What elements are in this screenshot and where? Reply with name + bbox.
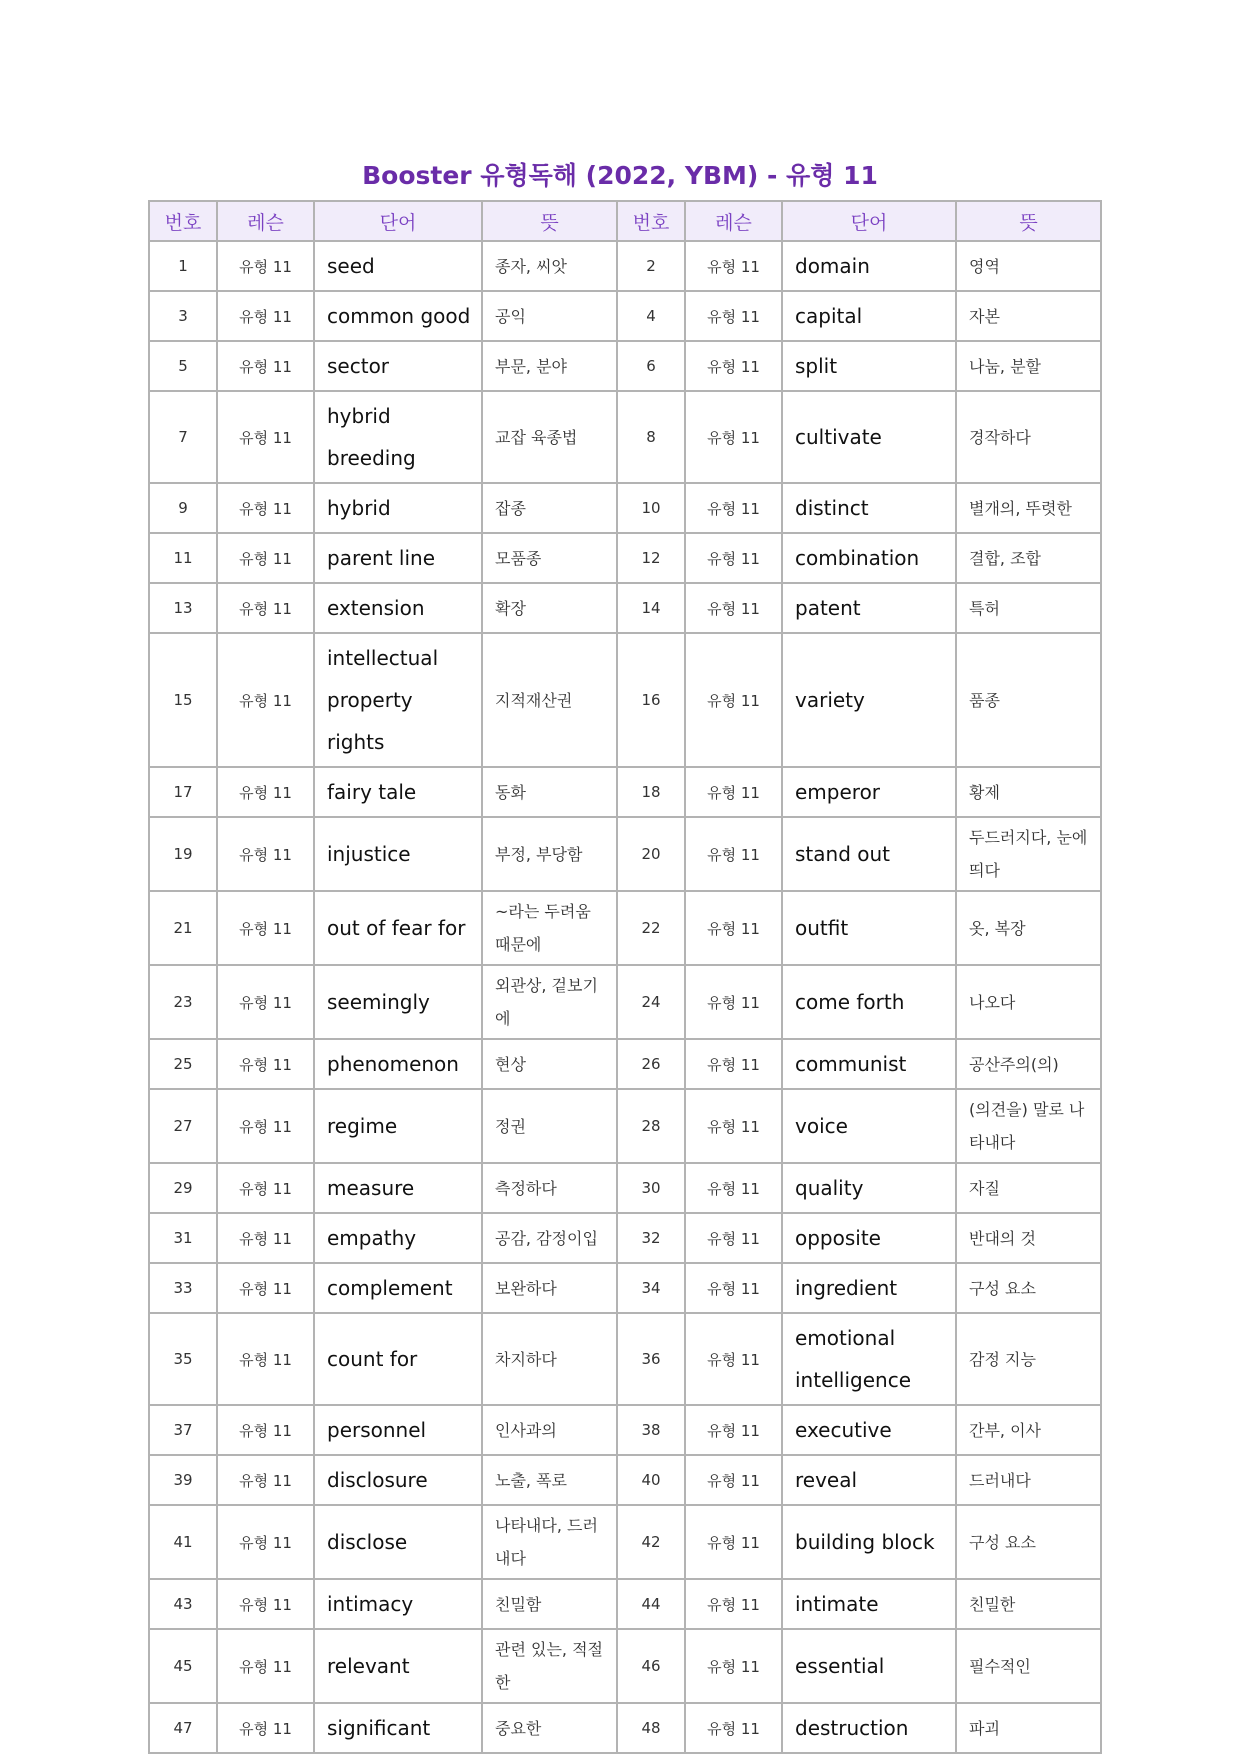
- table-row: [149, 633, 1101, 767]
- meaning-cell: 구성 요소: [956, 1263, 1101, 1313]
- meaning-cell: 품종: [956, 633, 1101, 767]
- number-cell: 13: [149, 583, 217, 633]
- number-cell: 46: [617, 1629, 685, 1703]
- number-cell: 23: [149, 965, 217, 1039]
- meaning-cell: 지적재산권: [482, 633, 617, 767]
- number-cell: 33: [149, 1263, 217, 1313]
- number-cell: 11: [149, 533, 217, 583]
- lesson-cell: 유형 11: [685, 1579, 782, 1629]
- word-cell: essential: [782, 1629, 956, 1703]
- word-cell: combination: [782, 533, 956, 583]
- lesson-cell: 유형 11: [685, 1089, 782, 1163]
- number-cell: 26: [617, 1039, 685, 1089]
- meaning-cell: 감정 지능: [956, 1313, 1101, 1405]
- lesson-cell: 유형 11: [217, 1039, 314, 1089]
- lesson-cell: 유형 11: [217, 533, 314, 583]
- meaning-cell: 잡종: [482, 483, 617, 533]
- number-cell: 42: [617, 1505, 685, 1579]
- lesson-cell: 유형 11: [217, 1455, 314, 1505]
- table-row: [149, 1089, 1101, 1163]
- table-row: [149, 1629, 1101, 1703]
- meaning-cell: 자본: [956, 291, 1101, 341]
- lesson-cell: 유형 11: [217, 241, 314, 291]
- lesson-cell: 유형 11: [217, 341, 314, 391]
- meaning-cell: 노출, 폭로: [482, 1455, 617, 1505]
- number-cell: 47: [149, 1703, 217, 1753]
- number-cell: 5: [149, 341, 217, 391]
- meaning-cell: 공산주의(의): [956, 1039, 1101, 1089]
- word-cell: building block: [782, 1505, 956, 1579]
- lesson-cell: 유형 11: [217, 1163, 314, 1213]
- header-number-2: 번호: [617, 201, 685, 241]
- lesson-cell: 유형 11: [685, 483, 782, 533]
- number-cell: 8: [617, 391, 685, 483]
- lesson-cell: 유형 11: [217, 767, 314, 817]
- number-cell: 31: [149, 1213, 217, 1263]
- meaning-cell: 영역: [956, 241, 1101, 291]
- table-row: [149, 291, 1101, 341]
- word-cell: outfit: [782, 891, 956, 965]
- meaning-cell: 교잡 육종법: [482, 391, 617, 483]
- meaning-cell: 두드러지다, 눈에 띄다: [956, 817, 1101, 891]
- meaning-cell: 경작하다: [956, 391, 1101, 483]
- meaning-cell: 구성 요소: [956, 1505, 1101, 1579]
- vocabulary-table: [148, 200, 1102, 1754]
- meaning-cell: 차지하다: [482, 1313, 617, 1405]
- lesson-cell: 유형 11: [685, 341, 782, 391]
- table-row: [149, 1405, 1101, 1455]
- lesson-cell: 유형 11: [685, 965, 782, 1039]
- lesson-cell: 유형 11: [685, 533, 782, 583]
- lesson-cell: 유형 11: [217, 1405, 314, 1455]
- table-row: [149, 1313, 1101, 1405]
- number-cell: 15: [149, 633, 217, 767]
- meaning-cell: 중요한: [482, 1703, 617, 1753]
- word-cell: count for: [314, 1313, 482, 1405]
- number-cell: 3: [149, 291, 217, 341]
- meaning-cell: 공감, 감정이입: [482, 1213, 617, 1263]
- table-row: [149, 817, 1101, 891]
- word-cell: voice: [782, 1089, 956, 1163]
- meaning-cell: 자질: [956, 1163, 1101, 1213]
- word-cell: destruction: [782, 1703, 956, 1753]
- number-cell: 2: [617, 241, 685, 291]
- meaning-cell: 옷, 복장: [956, 891, 1101, 965]
- lesson-cell: 유형 11: [685, 1263, 782, 1313]
- word-cell: distinct: [782, 483, 956, 533]
- meaning-cell: 보완하다: [482, 1263, 617, 1313]
- number-cell: 35: [149, 1313, 217, 1405]
- meaning-cell: 인사과의: [482, 1405, 617, 1455]
- lesson-cell: 유형 11: [685, 817, 782, 891]
- table-row: [149, 341, 1101, 391]
- meaning-cell: 확장: [482, 583, 617, 633]
- table-row: [149, 583, 1101, 633]
- word-cell: opposite: [782, 1213, 956, 1263]
- table-row: [149, 1163, 1101, 1213]
- lesson-cell: 유형 11: [217, 633, 314, 767]
- lesson-cell: 유형 11: [217, 483, 314, 533]
- word-cell: injustice: [314, 817, 482, 891]
- table-row: [149, 1039, 1101, 1089]
- meaning-cell: 친밀함: [482, 1579, 617, 1629]
- meaning-cell: 공익: [482, 291, 617, 341]
- number-cell: 1: [149, 241, 217, 291]
- table-row: [149, 1579, 1101, 1629]
- number-cell: 14: [617, 583, 685, 633]
- lesson-cell: 유형 11: [217, 817, 314, 891]
- lesson-cell: 유형 11: [217, 1263, 314, 1313]
- number-cell: 12: [617, 533, 685, 583]
- table-row: [149, 1213, 1101, 1263]
- meaning-cell: 특허: [956, 583, 1101, 633]
- header-word-2: 단어: [782, 201, 956, 241]
- lesson-cell: 유형 11: [685, 1213, 782, 1263]
- word-cell: hybrid breeding: [314, 391, 482, 483]
- word-cell: complement: [314, 1263, 482, 1313]
- number-cell: 40: [617, 1455, 685, 1505]
- table-row: [149, 241, 1101, 291]
- lesson-cell: 유형 11: [217, 1213, 314, 1263]
- meaning-cell: 황제: [956, 767, 1101, 817]
- word-cell: intellectual property rights: [314, 633, 482, 767]
- number-cell: 29: [149, 1163, 217, 1213]
- word-cell: seed: [314, 241, 482, 291]
- meaning-cell: 정권: [482, 1089, 617, 1163]
- meaning-cell: 파괴: [956, 1703, 1101, 1753]
- number-cell: 7: [149, 391, 217, 483]
- meaning-cell: 간부, 이사: [956, 1405, 1101, 1455]
- header-lesson: 레슨: [217, 201, 314, 241]
- lesson-cell: 유형 11: [217, 391, 314, 483]
- table-row: [149, 1703, 1101, 1753]
- lesson-cell: 유형 11: [685, 633, 782, 767]
- word-cell: seemingly: [314, 965, 482, 1039]
- lesson-cell: 유형 11: [685, 291, 782, 341]
- meaning-cell: (의견을) 말로 나타내다: [956, 1089, 1101, 1163]
- table-row: [149, 533, 1101, 583]
- word-cell: fairy tale: [314, 767, 482, 817]
- lesson-cell: 유형 11: [685, 1313, 782, 1405]
- meaning-cell: 부정, 부당함: [482, 817, 617, 891]
- number-cell: 39: [149, 1455, 217, 1505]
- meaning-cell: ~라는 두려움 때문에: [482, 891, 617, 965]
- lesson-cell: 유형 11: [685, 391, 782, 483]
- word-cell: emotional intelligence: [782, 1313, 956, 1405]
- lesson-cell: 유형 11: [685, 891, 782, 965]
- word-cell: out of fear for: [314, 891, 482, 965]
- table-body: [149, 241, 1101, 1753]
- header-lesson-2: 레슨: [685, 201, 782, 241]
- word-cell: parent line: [314, 533, 482, 583]
- lesson-cell: 유형 11: [685, 583, 782, 633]
- lesson-cell: 유형 11: [685, 1629, 782, 1703]
- meaning-cell: 나타내다, 드러내다: [482, 1505, 617, 1579]
- meaning-cell: 필수적인: [956, 1629, 1101, 1703]
- lesson-cell: 유형 11: [217, 891, 314, 965]
- number-cell: 37: [149, 1405, 217, 1455]
- number-cell: 44: [617, 1579, 685, 1629]
- lesson-cell: 유형 11: [217, 1505, 314, 1579]
- meaning-cell: 드러내다: [956, 1455, 1101, 1505]
- meaning-cell: 동화: [482, 767, 617, 817]
- number-cell: 17: [149, 767, 217, 817]
- word-cell: empathy: [314, 1213, 482, 1263]
- number-cell: 18: [617, 767, 685, 817]
- number-cell: 38: [617, 1405, 685, 1455]
- word-cell: emperor: [782, 767, 956, 817]
- meaning-cell: 나눔, 분할: [956, 341, 1101, 391]
- table-row: [149, 391, 1101, 483]
- word-cell: quality: [782, 1163, 956, 1213]
- meaning-cell: 친밀한: [956, 1579, 1101, 1629]
- number-cell: 34: [617, 1263, 685, 1313]
- table-row: [149, 767, 1101, 817]
- number-cell: 48: [617, 1703, 685, 1753]
- number-cell: 20: [617, 817, 685, 891]
- word-cell: ingredient: [782, 1263, 956, 1313]
- meaning-cell: 모품종: [482, 533, 617, 583]
- lesson-cell: 유형 11: [685, 1505, 782, 1579]
- header-word: 단어: [314, 201, 482, 241]
- table-row: [149, 1455, 1101, 1505]
- header-meaning-2: 뜻: [956, 201, 1101, 241]
- table-header-row: [149, 201, 1101, 241]
- lesson-cell: 유형 11: [217, 291, 314, 341]
- header-number: 번호: [149, 201, 217, 241]
- number-cell: 45: [149, 1629, 217, 1703]
- lesson-cell: 유형 11: [217, 1579, 314, 1629]
- table-row: [149, 965, 1101, 1039]
- number-cell: 21: [149, 891, 217, 965]
- word-cell: sector: [314, 341, 482, 391]
- word-cell: variety: [782, 633, 956, 767]
- lesson-cell: 유형 11: [217, 1313, 314, 1405]
- word-cell: relevant: [314, 1629, 482, 1703]
- number-cell: 30: [617, 1163, 685, 1213]
- word-cell: common good: [314, 291, 482, 341]
- lesson-cell: 유형 11: [685, 1039, 782, 1089]
- lesson-cell: 유형 11: [685, 1163, 782, 1213]
- word-cell: cultivate: [782, 391, 956, 483]
- header-meaning: 뜻: [482, 201, 617, 241]
- meaning-cell: 반대의 것: [956, 1213, 1101, 1263]
- word-cell: communist: [782, 1039, 956, 1089]
- word-cell: disclosure: [314, 1455, 482, 1505]
- meaning-cell: 종자, 씨앗: [482, 241, 617, 291]
- number-cell: 19: [149, 817, 217, 891]
- word-cell: significant: [314, 1703, 482, 1753]
- meaning-cell: 결합, 조합: [956, 533, 1101, 583]
- number-cell: 32: [617, 1213, 685, 1263]
- word-cell: phenomenon: [314, 1039, 482, 1089]
- word-cell: personnel: [314, 1405, 482, 1455]
- word-cell: patent: [782, 583, 956, 633]
- meaning-cell: 현상: [482, 1039, 617, 1089]
- lesson-cell: 유형 11: [217, 1703, 314, 1753]
- table-row: [149, 891, 1101, 965]
- word-cell: intimacy: [314, 1579, 482, 1629]
- word-cell: stand out: [782, 817, 956, 891]
- table-row: [149, 1263, 1101, 1313]
- word-cell: domain: [782, 241, 956, 291]
- lesson-cell: 유형 11: [217, 1089, 314, 1163]
- lesson-cell: 유형 11: [685, 1703, 782, 1753]
- word-cell: intimate: [782, 1579, 956, 1629]
- number-cell: 41: [149, 1505, 217, 1579]
- number-cell: 9: [149, 483, 217, 533]
- meaning-cell: 관련 있는, 적절한: [482, 1629, 617, 1703]
- table-row: [149, 1505, 1101, 1579]
- lesson-cell: 유형 11: [685, 1455, 782, 1505]
- lesson-cell: 유형 11: [685, 241, 782, 291]
- word-cell: capital: [782, 291, 956, 341]
- meaning-cell: 외관상, 겉보기에: [482, 965, 617, 1039]
- number-cell: 10: [617, 483, 685, 533]
- number-cell: 25: [149, 1039, 217, 1089]
- page-title: Booster 유형독해 (2022, YBM) - 유형 11: [362, 161, 878, 190]
- meaning-cell: 부문, 분야: [482, 341, 617, 391]
- lesson-cell: 유형 11: [685, 1405, 782, 1455]
- table-row: [149, 483, 1101, 533]
- lesson-cell: 유형 11: [217, 1629, 314, 1703]
- word-cell: come forth: [782, 965, 956, 1039]
- number-cell: 28: [617, 1089, 685, 1163]
- number-cell: 4: [617, 291, 685, 341]
- word-cell: disclose: [314, 1505, 482, 1579]
- lesson-cell: 유형 11: [217, 965, 314, 1039]
- meaning-cell: 나오다: [956, 965, 1101, 1039]
- word-cell: executive: [782, 1405, 956, 1455]
- word-cell: extension: [314, 583, 482, 633]
- number-cell: 43: [149, 1579, 217, 1629]
- meaning-cell: 측정하다: [482, 1163, 617, 1213]
- number-cell: 22: [617, 891, 685, 965]
- number-cell: 16: [617, 633, 685, 767]
- word-cell: hybrid: [314, 483, 482, 533]
- lesson-cell: 유형 11: [685, 767, 782, 817]
- number-cell: 6: [617, 341, 685, 391]
- word-cell: measure: [314, 1163, 482, 1213]
- number-cell: 24: [617, 965, 685, 1039]
- word-cell: regime: [314, 1089, 482, 1163]
- word-cell: split: [782, 341, 956, 391]
- lesson-cell: 유형 11: [217, 583, 314, 633]
- word-cell: reveal: [782, 1455, 956, 1505]
- meaning-cell: 별개의, 뚜렷한: [956, 483, 1101, 533]
- number-cell: 36: [617, 1313, 685, 1405]
- number-cell: 27: [149, 1089, 217, 1163]
